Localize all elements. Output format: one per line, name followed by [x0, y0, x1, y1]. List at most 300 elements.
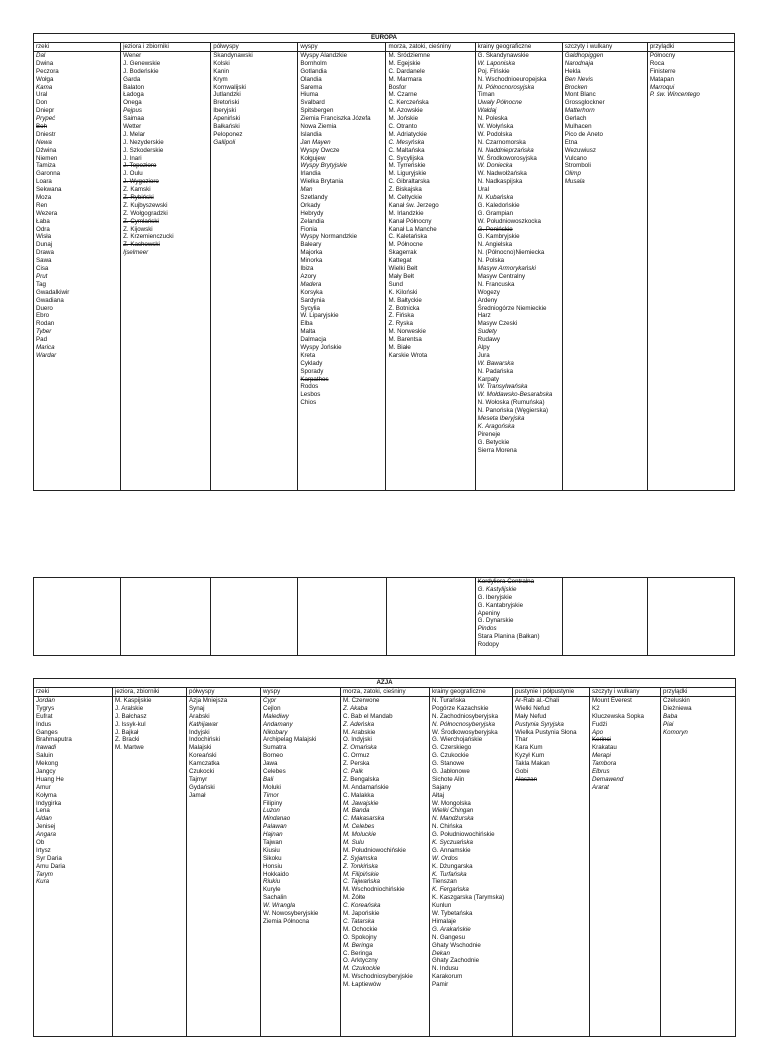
list-item: M. Celtyckie	[388, 194, 423, 202]
list-item: Roca	[649, 59, 665, 67]
list-item: K. Kiloński	[388, 288, 418, 296]
column-cell-półwyspy	[211, 52, 298, 491]
column-cell-morza-zatoki-cieśniny	[341, 697, 430, 1037]
list-item: O. Spokojny	[343, 933, 377, 941]
list-item: N. (Północno)Niemiecka	[477, 249, 545, 257]
list-item: Z. Adeńska	[343, 720, 375, 728]
list-item: M. Jońskie	[388, 115, 419, 123]
list-item: Nowa Ziemia	[300, 123, 337, 131]
list-item: Hokkaido	[263, 870, 289, 878]
list-item: Garda	[123, 75, 141, 83]
list-item: Sekwana	[36, 186, 62, 194]
list-item: Karakorum	[432, 973, 463, 981]
list-item: Hiuma	[300, 91, 319, 99]
europe-continuation-row	[34, 578, 735, 656]
list-item: Koreański	[189, 752, 217, 760]
list-item: Pindos	[477, 625, 497, 633]
column-header-półwyspy: półwyspy	[211, 43, 298, 52]
list-item: Dekan	[432, 949, 450, 957]
list-item: J. Inari	[123, 154, 142, 162]
list-item: Jutlandzki	[213, 91, 241, 99]
list-item: N. Naddnieprzańska	[477, 146, 534, 154]
list-item: M. Celebes	[343, 823, 375, 831]
list-item: Harz	[477, 312, 491, 320]
list-item: Himalaje	[432, 917, 457, 925]
list-item: Ładoga	[123, 91, 144, 99]
list-item: Mont Blanc	[564, 91, 596, 99]
list-item: Stromboli	[564, 162, 591, 170]
list-item: Baleary	[300, 241, 322, 249]
list-item: Hebrydy	[300, 209, 324, 217]
list-item: G. Stanowe	[432, 760, 465, 768]
list-item: W. Tybetańska	[432, 910, 473, 918]
list-item: Huang He	[36, 775, 64, 783]
list-item: Niemen	[36, 154, 58, 162]
column-cell-rzeki	[34, 697, 113, 1037]
column-header-pustynie-i-półpustynie: pustynie i półpustynie	[513, 688, 590, 697]
column-cell-przylądki	[661, 697, 736, 1037]
asia-header-row	[34, 688, 736, 697]
column-header-wyspy: wyspy	[298, 43, 386, 52]
list-item: Sumatra	[263, 744, 287, 752]
list-item: Krym	[213, 75, 228, 83]
list-item: Wyspy Normandzkie	[300, 233, 358, 241]
list-item: N. Polska	[477, 257, 505, 265]
list-item: N. Kubańska	[477, 194, 514, 202]
list-item: Musala	[564, 178, 585, 186]
list-item: Kołgujew	[300, 154, 326, 162]
list-item: Sachalin	[263, 894, 287, 902]
list-item: Szetlandy	[300, 194, 328, 202]
list-item: J. Melar	[123, 130, 146, 138]
list-item: Arabski	[189, 712, 210, 720]
list-item: Tag	[36, 280, 46, 288]
list-item: Dwina	[36, 59, 54, 67]
list-item: Filipiny	[263, 799, 283, 807]
list-item: Saimaa	[123, 115, 145, 123]
column-cell-wyspy	[298, 52, 386, 491]
list-item: Ardeny	[477, 296, 498, 304]
list-item: Hekla	[564, 67, 581, 75]
list-item: Garonna	[36, 170, 61, 178]
list-item: Kura	[36, 878, 50, 886]
list-item: Ałtaj	[432, 791, 445, 799]
list-item: Syr Daria	[36, 854, 62, 862]
list-item: Lena	[36, 807, 50, 815]
list-item: K. Aragońska	[477, 422, 515, 430]
list-item: G. Betyckie	[477, 438, 510, 446]
list-item: Z. Cymlański	[123, 217, 159, 225]
list-item: Karpathos	[300, 375, 329, 383]
list-item: C. Makasarska	[343, 815, 385, 823]
list-item: W. Ordos	[432, 854, 458, 862]
list-item: J. Wygozioro	[123, 178, 159, 186]
list-item: Luzon	[263, 807, 280, 815]
list-item: Wielki Nefud	[515, 704, 550, 712]
list-item: C. Mesyńska	[388, 138, 425, 146]
list-item: M. Północne	[388, 241, 423, 249]
column-cell-jeziora-zbiorniki	[113, 697, 187, 1037]
list-item: M. Japońskie	[343, 910, 380, 918]
list-item: C. Bab el Mandab	[343, 712, 393, 720]
list-item: W. Transylwańska	[477, 383, 528, 391]
list-item: Wisła	[36, 233, 52, 241]
list-item: M. Beringa	[343, 941, 373, 949]
list-item: Iberyjski	[213, 107, 236, 115]
list-item: N. Turańska	[432, 697, 466, 704]
list-item: N. Zachodniosyberyjska	[432, 712, 499, 720]
list-item: Ararat	[592, 783, 609, 791]
list-item: Indyjski	[189, 728, 210, 736]
column-cell-półwyspy	[187, 697, 261, 1037]
list-item: W. Mołdawsko-Besarabska	[477, 391, 553, 399]
list-item: Jan Mayen	[300, 138, 331, 146]
list-item: Spitsbergen	[300, 107, 334, 115]
list-item: Malediwy	[263, 712, 289, 720]
column-header-morza-zatoki-cieśniny: morza, zatoki, cieśniny	[341, 688, 430, 697]
list-item: Gwadalkiwir	[36, 288, 70, 296]
list-item: M. Egejskie	[388, 59, 421, 67]
column-header-przylądki: przylądki	[647, 43, 734, 52]
list-item: Wezuwiusz	[564, 146, 596, 154]
list-item: Thar	[515, 736, 528, 744]
list-item: Kołyma	[36, 791, 57, 799]
column-header-wyspy: wyspy	[261, 688, 341, 697]
list-item: M. Kaspijskie	[115, 697, 152, 704]
list-item: Dieżniewa	[663, 704, 692, 712]
list-item: Merapi	[592, 752, 611, 760]
column-cell-przylądki	[647, 52, 734, 491]
list-item: Uwały Północne	[477, 99, 522, 107]
column-cell-jeziora-i-zbiorniki	[121, 52, 211, 491]
list-item: N. Czarnomorska	[477, 138, 526, 146]
list-item: Onega	[123, 99, 142, 107]
list-item: Stara Planina (Bałkan)	[477, 633, 540, 641]
list-item: Prut	[36, 272, 48, 280]
list-item: C. Beringa	[343, 949, 373, 957]
list-item: Sarema	[300, 83, 323, 91]
list-item: Sierra Morena	[477, 446, 517, 454]
list-item: Malajski	[189, 744, 212, 752]
list-item: J. Bajkał	[115, 728, 139, 736]
list-item: Tienszan	[432, 878, 457, 886]
list-item: Pad	[36, 336, 48, 344]
list-item: Olandia	[300, 75, 322, 83]
list-item: K. Dżungarska	[432, 862, 473, 870]
list-item: Archipelag Malajski	[263, 736, 317, 744]
list-item: Sycylia	[300, 304, 320, 312]
column-cell-szczyty-i-wulkany	[590, 697, 661, 1037]
list-item: N. Poleska	[477, 115, 508, 123]
list-item: Saluin	[36, 752, 54, 760]
list-item: O. Arktyczny	[343, 957, 378, 965]
list-item: Ziemia Północna	[263, 917, 310, 925]
list-item: Masyw Czeski	[477, 320, 518, 328]
list-item: C. Palk	[343, 768, 363, 776]
list-item: Irtysz	[36, 846, 51, 854]
column-cell-rzeki	[34, 52, 121, 491]
list-item: J. Genewskie	[123, 59, 161, 67]
list-item: G. Iberyjskie	[477, 593, 513, 601]
list-item: Z. Wołgogradzki	[123, 209, 168, 217]
list-item: Bałkański	[213, 123, 240, 131]
list-item: Czeluskin	[663, 697, 690, 704]
list-item: M. Czarne	[388, 91, 418, 99]
list-item: Jawa	[263, 760, 278, 768]
list-item: Indus	[36, 720, 52, 728]
list-item: Mulhacen	[564, 123, 592, 131]
list-item: Newa	[36, 138, 52, 146]
list-item: Eufrat	[36, 712, 53, 720]
list-item: O. Indyjski	[343, 736, 372, 744]
list-item: Średniogórze Niemieckie	[477, 304, 547, 312]
column-cell-krainy-geograficzne	[475, 52, 562, 491]
list-item: Wezera	[36, 209, 58, 217]
list-item: C. Ormuz	[343, 752, 370, 760]
list-item: N. Angielska	[477, 241, 513, 249]
list-item: Wogezy	[477, 288, 500, 296]
europe-body-row	[34, 52, 735, 491]
list-item: K. Syczuańska	[432, 839, 473, 847]
list-item: M. Norweskie	[388, 328, 426, 336]
list-item: Gallipoli	[213, 138, 236, 146]
list-item: Chios	[300, 399, 317, 407]
list-item: Gobi	[515, 768, 529, 776]
list-item: Amu Daria	[36, 862, 66, 870]
europe-table	[33, 33, 735, 491]
list-item: M. Irlandzkie	[388, 209, 424, 217]
list-item: Madera	[300, 280, 322, 288]
list-item: W. Liparyjskie	[300, 312, 339, 320]
list-item: Dźwina	[36, 146, 57, 154]
list-item: Ural	[477, 186, 489, 194]
list-item: Ben Nevis	[564, 75, 593, 83]
list-item: Wołga	[36, 75, 54, 83]
list-item: N. Północnosyberyjska	[432, 720, 495, 728]
list-item: Wyspy Jońskie	[300, 343, 342, 351]
list-item: Fudżi	[592, 720, 608, 728]
list-item: Kamczatka	[189, 760, 220, 768]
list-item: K. Turfańska	[432, 870, 467, 878]
list-item: Vulcano	[564, 154, 587, 162]
list-item: Pamir	[432, 981, 449, 989]
list-item: Z. Syjamska	[343, 854, 378, 862]
list-item: Jamał	[189, 791, 206, 799]
list-item: Narodnaja	[564, 59, 594, 67]
europe-continuation-table	[33, 577, 735, 656]
list-item: Olimp	[564, 170, 581, 178]
list-item: Wardar	[36, 351, 57, 359]
list-item: Z. Ryska	[388, 320, 413, 328]
list-item: W. Mongolska	[432, 799, 471, 807]
list-item: N. Nadkaspijska	[477, 178, 523, 186]
list-item: C. Dardanele	[388, 67, 425, 75]
column-header-przylądki: przylądki	[661, 688, 736, 697]
list-item: N. Francuska	[477, 280, 515, 288]
list-item: Czukocki	[189, 768, 215, 776]
list-item: Wyspy Alandzkie	[300, 52, 348, 59]
list-item: M. Banda	[343, 807, 370, 815]
list-item: Cisa	[36, 265, 49, 273]
list-item: G. Kambryjskie	[477, 233, 520, 241]
list-item: Z. Akaba	[343, 704, 368, 712]
asia-title: AZJA	[34, 679, 736, 688]
list-item: J. Oulu	[123, 170, 143, 178]
list-item: Z. Kijowski	[123, 225, 153, 233]
list-item: G. Kantabryjskie	[477, 601, 524, 609]
list-item: Pireneje	[477, 430, 501, 438]
list-item: Odra	[36, 225, 50, 233]
list-item: J. Bodeńskie	[123, 67, 159, 75]
list-item: Wener	[123, 52, 142, 59]
list-item: N. Indusu	[432, 965, 459, 973]
list-item: Riukiu	[263, 878, 281, 886]
list-item: Kathijawar	[189, 720, 218, 728]
list-item: Rodan	[36, 320, 55, 328]
list-item: Wetter	[123, 123, 142, 131]
list-item: Islandia	[300, 130, 322, 138]
list-item: Moluki	[263, 783, 281, 791]
list-item: Z. Kamski	[123, 186, 151, 194]
list-item: Z. Omańska	[343, 744, 377, 752]
column-header-szczyty-i-wulkany: szczyty i wulkany	[562, 43, 647, 52]
list-item: Sikoku	[263, 854, 282, 862]
list-item: G. Grampian	[477, 209, 514, 217]
list-item: Synaj	[189, 704, 205, 712]
list-item: J. Nezyderskie	[123, 138, 164, 146]
list-item: Majorka	[300, 249, 323, 257]
list-item: Gerlach	[564, 115, 587, 123]
list-item: W. Laponiska	[477, 59, 515, 67]
list-item: Cypr	[263, 697, 277, 704]
list-item: Rodos	[300, 383, 319, 391]
list-item: Don	[36, 99, 48, 107]
list-item: Sund	[388, 280, 403, 288]
list-item: Kattegat	[388, 257, 412, 265]
list-item: M. Martwe	[115, 744, 144, 752]
list-item: Wielka Brytania	[300, 178, 344, 186]
list-item: Ar-Rab al.-Chali	[515, 697, 560, 704]
list-item: Minorka	[300, 257, 323, 265]
list-item: W. Środkowosyberyjska	[432, 728, 498, 736]
list-item: G. Czukockie	[432, 752, 469, 760]
list-item: Lesbos	[300, 391, 321, 399]
continuation-cell-empty	[34, 578, 121, 656]
list-item: Celebes	[263, 768, 286, 776]
column-header-rzeki: rzeki	[34, 688, 113, 697]
europe-header-row	[34, 43, 735, 52]
list-item: Jordan	[36, 697, 55, 704]
list-item: M. Żółte	[343, 894, 366, 902]
list-item: Bretoński	[213, 99, 240, 107]
list-item: M. Arabskie	[343, 728, 376, 736]
list-item: Boh	[36, 123, 48, 131]
list-item: Pustynia Syryjska	[515, 720, 564, 728]
list-item: W. Południowoszkocka	[477, 217, 541, 225]
column-header-rzeki: rzeki	[34, 43, 121, 52]
column-cell-krainy-geograficzne	[430, 697, 513, 1037]
list-item: Man	[300, 186, 313, 194]
list-item: M. Adriatyckie	[388, 130, 427, 138]
list-item: N. Gangesu	[432, 933, 466, 941]
list-item: Sardynia	[300, 296, 325, 304]
list-item: Skagerrak	[388, 249, 417, 257]
column-cell-szczyty-i-wulkany	[562, 52, 647, 491]
column-header-szczyty-i-wulkany: szczyty i wulkany	[590, 688, 661, 697]
list-item: Masyw Centralny	[477, 272, 526, 280]
list-item: Jenisej	[36, 823, 56, 831]
list-item: N. Panońska (Węgierska)	[477, 407, 549, 415]
list-item: Tamiza	[36, 162, 56, 170]
list-item: W. Nadwołżańska	[477, 170, 527, 178]
list-item: Kiusiu	[263, 846, 280, 854]
list-item: Tarym	[36, 870, 53, 878]
list-item: Kunlun	[432, 902, 452, 910]
list-item: Rudawy	[477, 336, 500, 344]
list-item: Wałdaj	[477, 107, 497, 115]
list-item: M. Liguryjskie	[388, 170, 427, 178]
list-item: Brocken	[564, 83, 588, 91]
list-item: Loara	[36, 178, 52, 186]
list-item: W. Nowosyberyjskie	[263, 910, 319, 918]
list-item: Sporady	[300, 367, 324, 375]
list-item: Bornholm	[300, 59, 327, 67]
list-item: Bali	[263, 775, 274, 783]
list-item: G. Jabłonowe	[432, 768, 470, 776]
list-item: Orkady	[300, 201, 321, 209]
list-item: Ganges	[36, 728, 58, 736]
column-header-jeziora-i-zbiorniki: jeziora i zbiorniki	[121, 43, 211, 52]
column-cell-wyspy	[261, 697, 341, 1037]
list-item: G. Skandynawskie	[477, 52, 529, 59]
list-item: Z. Perska	[343, 760, 370, 768]
list-item: G. Penińskie	[477, 225, 513, 233]
list-item: M. Południowochińskie	[343, 846, 406, 854]
list-item: G. Południowochińskie	[432, 831, 495, 839]
list-item: Angara	[36, 831, 56, 839]
column-cell-morza-zatoki-cieśniny	[386, 52, 475, 491]
list-item: M. Jawajskie	[343, 799, 379, 807]
list-item: Wielka Pustynia Słona	[515, 728, 577, 736]
list-item: M. Andamańskie	[343, 783, 389, 791]
list-item: Sudety	[477, 328, 497, 336]
list-item: Kornwalijski	[213, 83, 246, 91]
list-item: G. Dynarskie	[477, 617, 514, 625]
list-item: W. Podolska	[477, 130, 513, 138]
list-item: Indochiński	[189, 736, 220, 744]
list-item: Matterhorn	[564, 107, 595, 115]
list-item: Brahmaputra	[36, 736, 72, 744]
list-item: Apo	[592, 728, 604, 736]
list-item: Z. Kachowski	[123, 241, 160, 249]
continuation-cell-empty	[386, 578, 475, 656]
list-item: P. św. Wincentego	[649, 91, 700, 99]
list-item: Ural	[36, 91, 48, 99]
list-item: Wielki Chingan	[432, 807, 474, 815]
list-item: Komoryn	[663, 728, 688, 736]
list-item: Rodopy	[477, 641, 499, 649]
list-item: Indygirka	[36, 799, 62, 807]
list-item: Ibiza	[300, 265, 314, 273]
list-item: Marroqui	[649, 83, 675, 91]
list-item: J. Aralskie	[115, 704, 144, 712]
list-item: Gwadiana	[36, 296, 64, 304]
continuation-cell-empty	[562, 578, 647, 656]
list-item: Prypeć	[36, 115, 56, 123]
list-item: Tyber	[36, 328, 52, 336]
list-item: Irawadi	[36, 744, 56, 752]
list-item: M. Sulu	[343, 839, 364, 847]
